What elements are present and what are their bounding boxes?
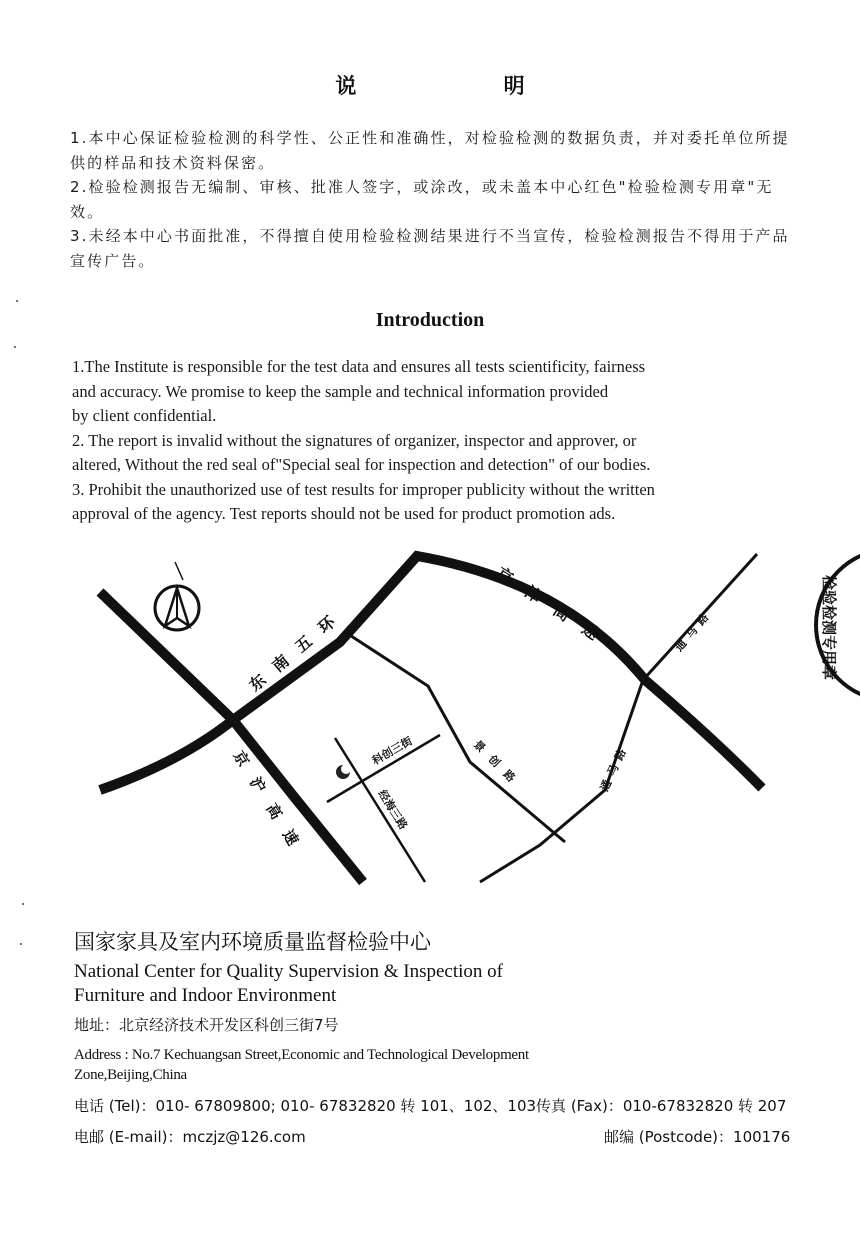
notice-item-en-2: 2. The report is invalid without the signatures of organizer, inspector and approver, or altered, Without the red seal of"Special seal for inspection and detection" of our bodies. bbox=[72, 430, 651, 474]
scan-speck bbox=[16, 300, 18, 302]
notice-item-cn-1: 1.本中心保证检验检测的科学性、公正性和准确性，对检验检测的数据负责，并对委托单位所提供的样品和技术资料保密。 bbox=[70, 129, 790, 172]
label-jinghai-sanlu: 经海三路 bbox=[375, 787, 410, 832]
scan-speck bbox=[20, 943, 22, 945]
road-ring-and-jingjin bbox=[100, 556, 762, 790]
label-jingchuang-lu: 景创路 bbox=[470, 737, 525, 792]
notice-title-cn: 说 明 bbox=[335, 74, 595, 98]
notice-title-en: Introduction bbox=[375, 309, 485, 331]
address-en: Address : No.7 Kechuangsan Street,Economic and Technological Development Zone,Beijing,China bbox=[74, 1047, 529, 1083]
location-map bbox=[95, 540, 775, 890]
label-jingjin-gaosu: 京津高速 bbox=[492, 563, 618, 654]
org-name-cn: 国家家具及室内环境质量监督检验中心 bbox=[74, 930, 431, 954]
road-jingchuang bbox=[345, 632, 565, 842]
scan-speck bbox=[14, 346, 16, 348]
inspection-seal bbox=[812, 545, 860, 705]
label-jinghu-gaosu: 京沪高速 bbox=[229, 747, 311, 863]
scan-speck bbox=[22, 903, 24, 905]
notice-item-cn-2: 2.检验检测报告无编制、审核、批准人签字，或涂改，或未盖本中心红色"检验检测专用章"无效。 bbox=[70, 178, 774, 221]
notice-item-en-3: 3. Prohibit the unauthorized use of test results for improper publicity without the written approval of the agency. Test reports should not be used for product promotion ads. bbox=[72, 479, 655, 523]
address-cn: 地址：北京经济技术开发区科创三街7号 bbox=[74, 1016, 339, 1034]
postcode-line: 邮编 (Postcode)：100176 bbox=[604, 1128, 791, 1146]
location-marker-icon bbox=[336, 764, 351, 779]
notice-item-cn-3: 3.未经本中心书面批准，不得擅自使用检验检测结果进行不当宣传，检验检测报告不得用于产品宣传广告。 bbox=[70, 227, 790, 270]
email-line: 电邮 (E-mail)：mczjz@126.com bbox=[74, 1128, 306, 1146]
label-kechuang-sanjie: 科创三街 bbox=[370, 734, 415, 768]
label-tongma-lu-upper: 通马路 bbox=[672, 606, 716, 654]
notice-item-en-1: 1.The Institute is responsible for the test data and ensures all tests scientificity, fairness and accuracy. We promise to keep the sample and technical information provided by client confidential. bbox=[72, 357, 646, 425]
label-dongnan-wuhuan: 东南五环 bbox=[245, 603, 350, 696]
north-compass-icon bbox=[155, 562, 199, 630]
org-name-en: National Center for Quality Supervision & Inspection of Furniture and Indoor Environment bbox=[74, 961, 503, 1006]
notice-list-en bbox=[72, 355, 792, 527]
phone-fax-line: 电话 (Tel)：010- 67809800; 010- 67832820 转 101、102、103传真 (Fax)：010-67832820 转 207 bbox=[74, 1097, 787, 1115]
notice-list-cn bbox=[70, 126, 790, 273]
seal-text: 检验检测专用章 bbox=[820, 575, 838, 681]
label-tongma-lu-lower: 通马路 bbox=[597, 741, 632, 794]
road-tongma bbox=[480, 554, 757, 882]
